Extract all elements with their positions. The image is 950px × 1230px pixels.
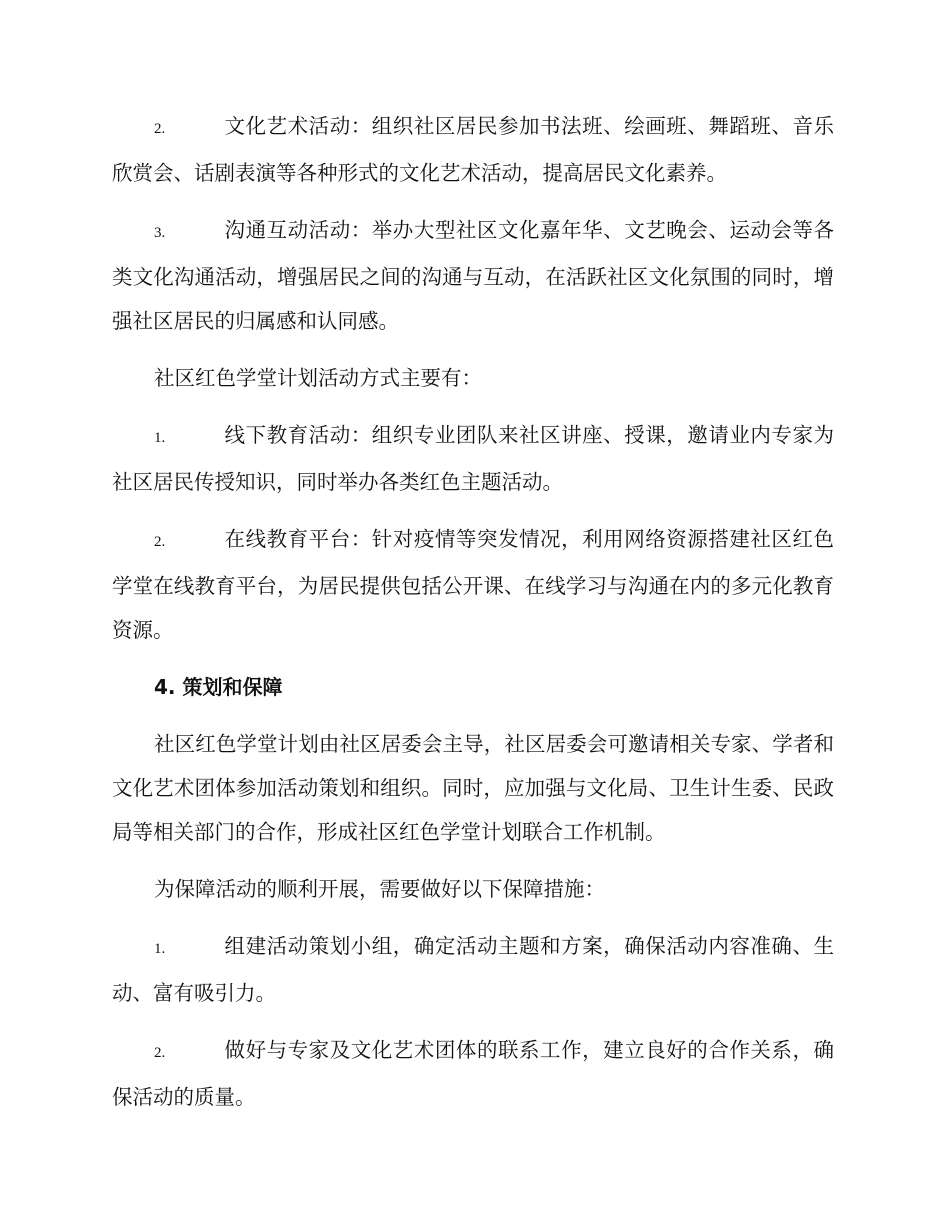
list-item <box>112 104 834 195</box>
list-item <box>112 1028 834 1119</box>
body-paragraph: 社区红色学堂计划活动方式主要有： <box>154 366 482 390</box>
list-item <box>112 924 834 1015</box>
list-number: 1. <box>154 941 166 957</box>
list-item-text: 文化艺术活动：组织社区居民参加书法班、绘画班、舞蹈班、音乐欣赏会、话剧表演等各种形式的文化艺术活动，提高居民文化素养。 <box>112 114 834 185</box>
list-item <box>112 208 834 343</box>
body-paragraph: 社区红色学堂计划由社区居委会主导，社区居委会可邀请相关专家、学者和文化艺术团体参加活动策划和组织。同时，应加强与文化局、卫生计生委、民政局等相关部门的合作，形成社区红色学堂计划联合工作机制。 <box>112 732 834 844</box>
list-number: 2. <box>154 1045 166 1061</box>
list-item-text: 在线教育平台：针对疫情等突发情况，利用网络资源搭建社区红色学堂在线教育平台，为居民提供包括公开课、在线学习与沟通在内的多元化教育资源。 <box>112 527 834 642</box>
list-item-text: 沟通互动活动：举办大型社区文化嘉年华、文艺晚会、运动会等各类文化沟通活动，增强居民之间的沟通与互动，在活跃社区文化氛围的同时，增强社区居民的归属感和认同感。 <box>112 218 834 333</box>
list-item-text: 组建活动策划小组，确定活动主题和方案，确保活动内容准确、生动、富有吸引力。 <box>112 934 834 1005</box>
list-item <box>112 517 834 652</box>
section-heading: 4. 策划和保障 <box>154 675 283 699</box>
list-number: 3. <box>154 225 166 241</box>
list-number: 2. <box>154 121 166 137</box>
list-number: 1. <box>154 430 166 446</box>
list-number: 2. <box>154 534 166 550</box>
list-item-text: 做好与专家及文化艺术团体的联系工作，建立良好的合作关系，确保活动的质量。 <box>112 1038 834 1109</box>
document-body <box>112 104 834 1132</box>
list-item-text: 线下教育活动：组织专业团队来社区讲座、授课，邀请业内专家为社区居民传授知识，同时举办各类红色主题活动。 <box>112 423 834 494</box>
body-paragraph: 为保障活动的顺利开展，需要做好以下保障措施： <box>154 877 605 901</box>
list-item <box>112 413 834 504</box>
